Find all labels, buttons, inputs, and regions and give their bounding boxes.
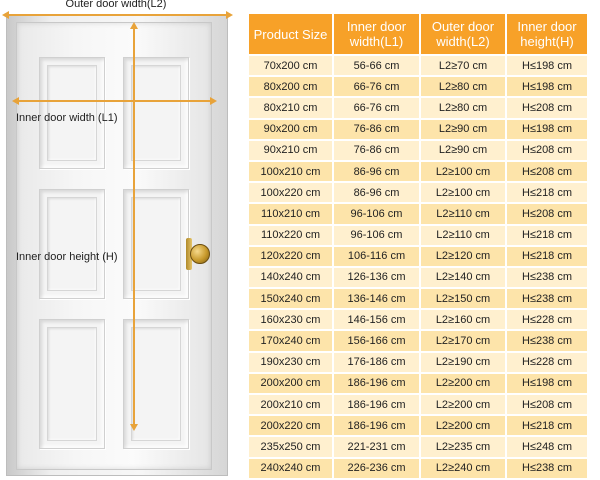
cell-product-size: 170x240 cm: [248, 330, 333, 351]
outer-width-label: Outer door width(L2): [65, 0, 167, 10]
arrow-down-icon: [130, 424, 138, 431]
cell-outer-width: L2≥120 cm: [420, 246, 506, 267]
cell-outer-width: L2≥100 cm: [420, 182, 506, 203]
cell-product-size: 200x210 cm: [248, 394, 333, 415]
cell-inner-height: H≤198 cm: [506, 55, 588, 76]
table-row: [248, 394, 588, 415]
table-row: [248, 97, 588, 118]
arrow-right-icon: [210, 97, 217, 105]
cell-outer-width: L2≥170 cm: [420, 330, 506, 351]
cell-product-size: 120x220 cm: [248, 246, 333, 267]
cell-product-size: 110x220 cm: [248, 225, 333, 246]
inner-width-line: [16, 100, 212, 102]
door-panel: [39, 319, 105, 449]
table-row: [248, 119, 588, 140]
cell-inner-width: 66-76 cm: [333, 97, 420, 118]
cell-inner-width: 126-136 cm: [333, 267, 420, 288]
inner-width-label: Inner door width (L1): [16, 112, 118, 124]
cell-inner-height: H≤208 cm: [506, 161, 588, 182]
cell-inner-width: 56-66 cm: [333, 55, 420, 76]
cell-product-size: 80x210 cm: [248, 97, 333, 118]
size-table: [247, 12, 589, 480]
table-row: [248, 182, 588, 203]
table-row: [248, 415, 588, 436]
cell-inner-width: 156-166 cm: [333, 330, 420, 351]
cell-inner-width: 76-86 cm: [333, 119, 420, 140]
cell-product-size: 160x230 cm: [248, 309, 333, 330]
cell-product-size: 90x210 cm: [248, 140, 333, 161]
cell-product-size: 90x200 cm: [248, 119, 333, 140]
arrow-up-icon: [130, 22, 138, 29]
cell-product-size: 70x200 cm: [248, 55, 333, 76]
header-inner-height: Inner door height(H): [506, 13, 588, 55]
cell-product-size: 100x210 cm: [248, 161, 333, 182]
cell-outer-width: L2≥200 cm: [420, 415, 506, 436]
cell-outer-width: L2≥90 cm: [420, 140, 506, 161]
cell-inner-width: 221-231 cm: [333, 436, 420, 457]
arrow-left-icon: [2, 11, 9, 19]
cell-inner-width: 96-106 cm: [333, 203, 420, 224]
cell-outer-width: L2≥190 cm: [420, 352, 506, 373]
cell-inner-height: H≤198 cm: [506, 119, 588, 140]
cell-inner-height: H≤218 cm: [506, 225, 588, 246]
table-row: [248, 203, 588, 224]
cell-product-size: 140x240 cm: [248, 267, 333, 288]
cell-inner-width: 226-236 cm: [333, 458, 420, 479]
cell-inner-width: 146-156 cm: [333, 309, 420, 330]
cell-product-size: 150x240 cm: [248, 288, 333, 309]
cell-inner-height: H≤238 cm: [506, 288, 588, 309]
cell-product-size: 240x240 cm: [248, 458, 333, 479]
table-row: [248, 330, 588, 351]
inner-height-label: Inner door height (H): [16, 251, 118, 263]
cell-product-size: 110x210 cm: [248, 203, 333, 224]
door-illustration: [0, 0, 240, 480]
cell-inner-height: H≤238 cm: [506, 458, 588, 479]
cell-inner-height: H≤208 cm: [506, 140, 588, 161]
cell-inner-height: H≤198 cm: [506, 373, 588, 394]
cell-product-size: 235x250 cm: [248, 436, 333, 457]
cell-inner-width: 86-96 cm: [333, 182, 420, 203]
door-knob: [190, 244, 210, 264]
cell-inner-height: H≤218 cm: [506, 246, 588, 267]
cell-inner-height: H≤228 cm: [506, 309, 588, 330]
cell-outer-width: L2≥240 cm: [420, 458, 506, 479]
cell-outer-width: L2≥235 cm: [420, 436, 506, 457]
table-row: [248, 55, 588, 76]
cell-outer-width: L2≥70 cm: [420, 55, 506, 76]
cell-outer-width: L2≥90 cm: [420, 119, 506, 140]
cell-outer-width: L2≥100 cm: [420, 161, 506, 182]
door: [16, 22, 212, 470]
cell-product-size: 80x200 cm: [248, 76, 333, 97]
cell-inner-height: H≤218 cm: [506, 415, 588, 436]
cell-inner-width: 176-186 cm: [333, 352, 420, 373]
inner-height-line: [133, 26, 135, 426]
table-row: [248, 76, 588, 97]
table-row: [248, 288, 588, 309]
cell-product-size: 190x230 cm: [248, 352, 333, 373]
cell-inner-height: H≤238 cm: [506, 330, 588, 351]
cell-inner-height: H≤208 cm: [506, 203, 588, 224]
outer-width-line: [6, 14, 228, 16]
header-product-size: Product Size: [248, 13, 333, 55]
table-row: [248, 352, 588, 373]
cell-inner-width: 136-146 cm: [333, 288, 420, 309]
cell-inner-height: H≤198 cm: [506, 76, 588, 97]
cell-inner-height: H≤208 cm: [506, 97, 588, 118]
cell-outer-width: L2≥150 cm: [420, 288, 506, 309]
door-panel: [39, 189, 105, 299]
table-header-row: [248, 13, 588, 55]
cell-inner-height: H≤248 cm: [506, 436, 588, 457]
cell-inner-height: H≤228 cm: [506, 352, 588, 373]
table-row: [248, 267, 588, 288]
cell-outer-width: L2≥200 cm: [420, 373, 506, 394]
cell-outer-width: L2≥80 cm: [420, 97, 506, 118]
table-row: [248, 140, 588, 161]
cell-product-size: 200x200 cm: [248, 373, 333, 394]
header-outer-width: Outer door width(L2): [420, 13, 506, 55]
cell-product-size: 100x220 cm: [248, 182, 333, 203]
cell-inner-width: 76-86 cm: [333, 140, 420, 161]
cell-outer-width: L2≥140 cm: [420, 267, 506, 288]
cell-outer-width: L2≥160 cm: [420, 309, 506, 330]
cell-outer-width: L2≥110 cm: [420, 225, 506, 246]
table-row: [248, 436, 588, 457]
cell-inner-width: 86-96 cm: [333, 161, 420, 182]
table-row: [248, 373, 588, 394]
header-inner-width: Inner door width(L1): [333, 13, 420, 55]
cell-inner-width: 96-106 cm: [333, 225, 420, 246]
cell-inner-height: H≤238 cm: [506, 267, 588, 288]
cell-inner-width: 106-116 cm: [333, 246, 420, 267]
cell-inner-width: 186-196 cm: [333, 415, 420, 436]
table-row: [248, 309, 588, 330]
table-row: [248, 161, 588, 182]
table-row: [248, 225, 588, 246]
table-row: [248, 458, 588, 479]
cell-inner-width: 66-76 cm: [333, 76, 420, 97]
arrow-right-icon: [226, 11, 233, 19]
table-row: [248, 246, 588, 267]
cell-inner-width: 186-196 cm: [333, 373, 420, 394]
cell-inner-height: H≤218 cm: [506, 182, 588, 203]
cell-outer-width: L2≥110 cm: [420, 203, 506, 224]
cell-inner-width: 186-196 cm: [333, 394, 420, 415]
cell-outer-width: L2≥80 cm: [420, 76, 506, 97]
cell-inner-height: H≤208 cm: [506, 394, 588, 415]
cell-outer-width: L2≥200 cm: [420, 394, 506, 415]
arrow-left-icon: [12, 97, 19, 105]
cell-product-size: 200x220 cm: [248, 415, 333, 436]
